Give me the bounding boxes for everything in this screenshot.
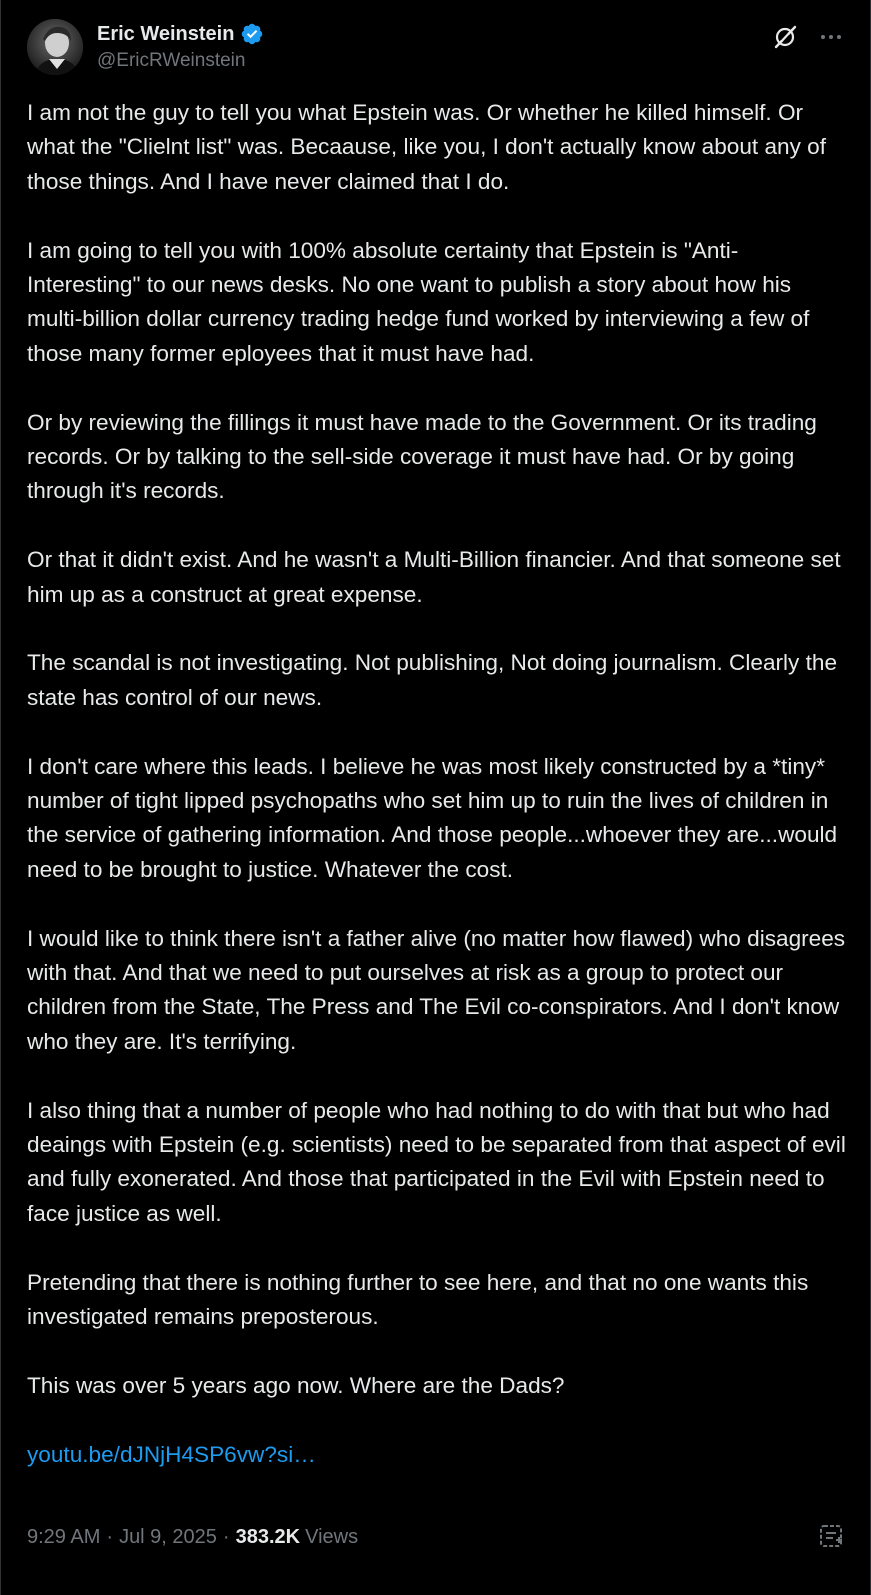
tweet-paragraph: Or by reviewing the fillings it must have made to the Government. Or its trading records. Or by talking to the sell-side coverage it must have had. Or by going through it's records. xyxy=(27,409,817,504)
tweet-paragraph: I am not the guy to tell you what Epstein was. Or whether he killed himself. Or what the "Clielnt list" was. Becaause, like you, I don't actually know about any of those things. And I have never claimed that I do. xyxy=(27,100,827,194)
tweet-paragraph: This was over 5 years ago now. Where are the Dads? xyxy=(27,1372,565,1398)
tweet-paragraph: I would like to think there isn't a father alive (no matter how flawed) who disagrees with that. And that we need to put ourselves at risk as a group to protect our children from the State, The Press and The Evil co-conspirators. And I don't know who they are. It's terrifying. xyxy=(27,925,846,1054)
tweet-text xyxy=(27,96,849,1472)
views-count: 383.2K xyxy=(235,1525,301,1548)
more-icon[interactable] xyxy=(818,24,844,50)
avatar-image xyxy=(27,19,83,75)
views-label: Views xyxy=(305,1525,359,1548)
tweet-paragraph: I am going to tell you with 100% absolute certainty that Epstein is "Anti-Interesting" to our news desks. No one want to publish a story about how his multi-billion dollar currency trading hedge fund worked by interviewing a few of those many former eployees that it must have had. xyxy=(27,237,810,366)
avatar[interactable] xyxy=(27,19,83,75)
display-name[interactable]: Eric Weinstein xyxy=(97,22,235,45)
meta-separator: · xyxy=(106,1525,114,1548)
tweet-date[interactable]: Jul 9, 2025 xyxy=(119,1525,217,1548)
verified-badge-icon[interactable] xyxy=(240,22,264,46)
meta-separator: · xyxy=(222,1525,230,1548)
author-names xyxy=(97,20,264,72)
tweet-paragraph: The scandal is not investigating. Not publishing, Not doing journalism. Clearly the state has control of our news. xyxy=(27,650,838,710)
tweet-time[interactable]: 9:29 AM xyxy=(27,1525,101,1548)
tweet-paragraph: I also thing that a number of people who had nothing to do with that but who had deaings with Epstein (e.g. scientists) need to be separated from that aspect of evil and fully exonerated. And those that participated in the Evil with Epstein need to face justice as well. xyxy=(27,1097,846,1226)
tweet-paragraph: Or that it didn't exist. And he wasn't a Multi-Billion financier. And that someone set him up as a construct at great expense. xyxy=(27,547,841,607)
author-handle[interactable]: @EricRWeinstein xyxy=(97,50,246,71)
community-notes-icon[interactable] xyxy=(818,1523,846,1551)
tweet-header xyxy=(27,16,844,80)
youtube-link[interactable]: youtu.be/dJNjH4SP6vw?si… xyxy=(27,1441,316,1467)
grok-icon[interactable] xyxy=(772,24,798,50)
name-row xyxy=(97,20,264,48)
tweet-paragraph: Pretending that there is nothing further to see here, and that no one wants this investigated remains preposterous. xyxy=(27,1269,809,1330)
tweet-paragraph: I don't care where this leads. I believe he was most likely constructed by a *tiny* number of tight lipped psychopaths who set him up to ruin the lives of children in the service of gathering information. And those people...whoever they are...would need to be brought to justice. Whatever the cost. xyxy=(27,753,838,882)
tweet-meta xyxy=(27,1522,358,1552)
